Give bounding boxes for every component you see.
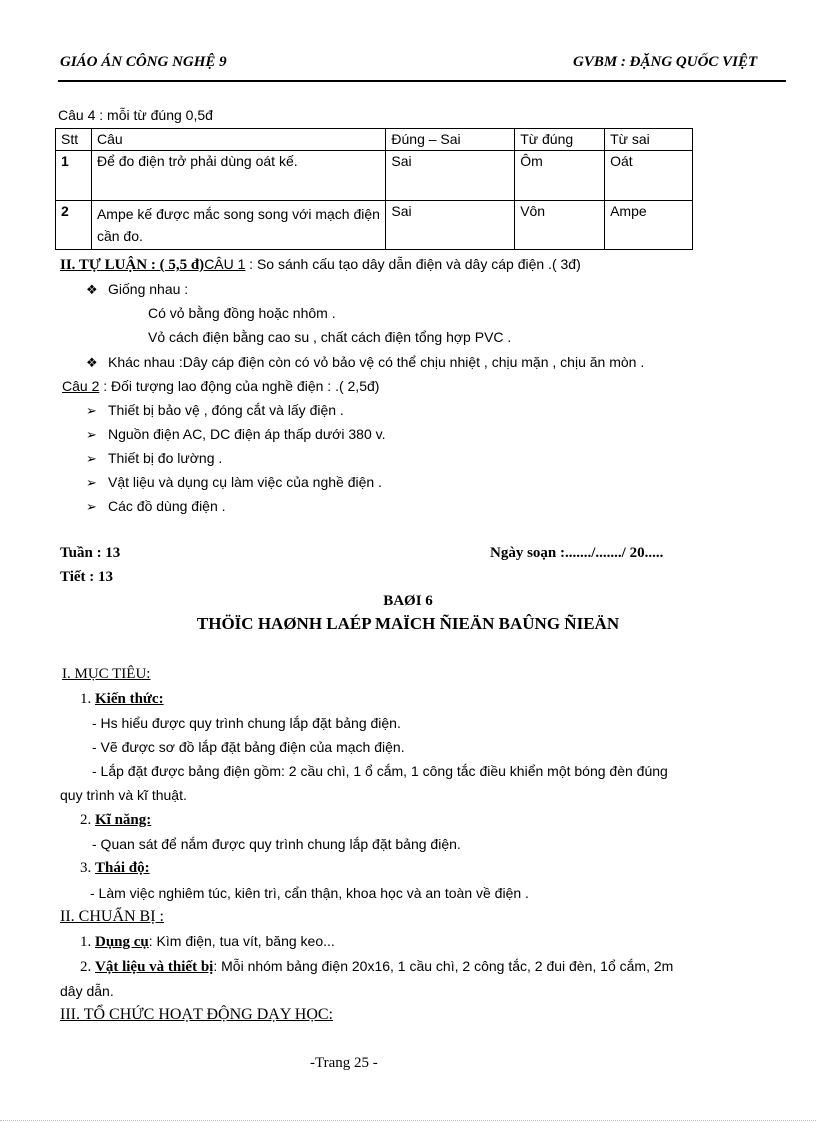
- tu-luan-line: [60, 256, 581, 274]
- kien-thuc-item-3a: - Lắp đặt được bảng điện gồm: 2 cầu chì, 1 ổ cắm, 1 công tắc điều khiển một bóng đèn đúng: [92, 763, 668, 779]
- cell-cau: Để đo điện trở phải dùng oát kế.: [91, 151, 385, 201]
- giong-item-1: Có vỏ bằng đồng hoặc nhôm .: [148, 305, 336, 321]
- cau1-label: CÂU 1: [204, 256, 246, 272]
- list-item: [86, 426, 385, 443]
- kien-thuc-heading: [80, 691, 164, 708]
- thai-do-heading: [80, 860, 150, 877]
- list-item-text: Các đồ dùng điện .: [108, 498, 226, 514]
- arrow-bullet-icon: ➢: [86, 475, 97, 490]
- col-header-tu-dung: Từ đúng: [515, 129, 605, 151]
- list-item-text: Nguồn điện AC, DC điện áp thấp dưới 380 v.: [108, 426, 386, 442]
- cell-stt: 2: [56, 201, 92, 250]
- cell-stt: 1: [56, 151, 92, 201]
- vat-lieu-label: Vật liệu và thiết bị: [95, 959, 214, 975]
- dung-cu-label: Dụng cụ: [95, 934, 149, 950]
- giong-item-2: Vỏ cách điện bằng cao su , chất cách điện tổng hợp PVC .: [148, 329, 512, 345]
- giong-nhau-label: Giống nhau :: [108, 281, 189, 297]
- cau2-label: Câu 2: [62, 378, 100, 394]
- table-row: [56, 201, 693, 250]
- khac-nhau-line: [86, 354, 644, 371]
- ki-nang-label: Kĩ năng:: [95, 812, 152, 828]
- thai-do-num: 3.: [80, 860, 92, 876]
- muc-tieu-label: I. MỤC TIÊU:: [62, 666, 151, 682]
- kien-thuc-item-3b: quy trình và kĩ thuật.: [60, 787, 187, 803]
- col-header-tu-sai: Từ sai: [605, 129, 693, 151]
- col-header-cau: Câu: [91, 129, 385, 151]
- arrow-bullet-icon: ➢: [86, 403, 97, 418]
- cell-dung-sai: Sai: [386, 151, 515, 201]
- kien-thuc-item-2: - Vẽ được sơ đồ lắp đặt bảng điện của mạch điện.: [92, 739, 405, 755]
- cau1-text: : So sánh cấu tạo dây dẫn điện và dây cáp điện .( 3đ): [249, 256, 581, 272]
- chuan-bi-label: II. CHUẨN BỊ :: [60, 908, 164, 925]
- arrow-bullet-icon: ➢: [86, 499, 97, 514]
- list-item: [86, 450, 222, 467]
- muc-tieu-heading: [62, 666, 150, 683]
- footer-divider: [0, 1120, 816, 1121]
- list-item: [86, 474, 382, 491]
- answer-table: [55, 128, 693, 250]
- tu-luan-label: II. TỰ LUẬN : ( 5,5 đ): [60, 257, 205, 273]
- table-header-row: [56, 129, 693, 151]
- dung-cu-num: 1.: [80, 934, 92, 950]
- cell-tu-sai: Ampe: [605, 201, 693, 250]
- giong-nhau-line: [86, 281, 188, 298]
- dung-cu-text: : Kìm điện, tua vít, băng keo...: [148, 933, 335, 949]
- cau2-text: : Đối tượng lao động của nghề điện : .( 2,5đ): [103, 378, 380, 394]
- arrow-bullet-icon: ➢: [86, 451, 97, 466]
- cell-dung-sai: Sai: [386, 201, 515, 250]
- to-chuc-label: III. TỔ CHỨC HOẠT ĐỘNG DẠY HỌC:: [60, 1006, 333, 1023]
- diamond-bullet-icon: ❖: [86, 282, 98, 297]
- list-item: [86, 498, 226, 515]
- cell-cau: Ampe kế được mắc song song với mạch điện cần đo.: [91, 201, 385, 250]
- list-item-text: Thiết bị đo lường .: [108, 450, 223, 466]
- kien-thuc-label: Kiến thức:: [95, 691, 164, 707]
- kien-thuc-num: 1.: [80, 691, 92, 707]
- vat-lieu-text: : Mỗi nhóm bảng điện 20x16, 1 cầu chì, 2 công tắc, 2 đui đèn, 1ổ cắm, 2m: [213, 958, 674, 974]
- lesson-title: THÖÏC HAØNH LAÉP MAÏCH ÑIEÄN BAÛNG ÑIEÄN: [196, 614, 620, 633]
- header-right: GVBM : ĐẶNG QUỐC VIỆT: [573, 54, 758, 70]
- table-row: [56, 151, 693, 201]
- thai-do-item-1: - Làm việc nghiêm túc, kiên trì, cẩn thận, khoa học và an toàn về điện .: [90, 885, 529, 901]
- ngay-soan: Ngày soạn :......./......./ 20.....: [490, 545, 664, 561]
- tuan: Tuần : 13: [60, 545, 121, 561]
- list-item-text: Vật liệu và dụng cụ làm việc của nghề điện .: [108, 474, 382, 490]
- page-number: -Trang 25 -: [310, 1055, 378, 1071]
- cell-tu-dung: Ôm: [515, 151, 605, 201]
- diamond-bullet-icon: ❖: [86, 355, 98, 370]
- vat-lieu-line: [80, 958, 673, 976]
- header-rule: [58, 80, 786, 82]
- ki-nang-num: 2.: [80, 812, 92, 828]
- arrow-bullet-icon: ➢: [86, 427, 97, 442]
- dung-cu-line: [80, 933, 335, 951]
- col-header-dung-sai: Đúng – Sai: [386, 129, 515, 151]
- list-item: [86, 402, 344, 419]
- lesson-number: BAØI 6: [383, 593, 433, 609]
- col-header-stt: Stt: [56, 129, 92, 151]
- vat-lieu-text-2: dây dẫn.: [60, 983, 114, 999]
- chuan-bi-heading: [60, 908, 164, 926]
- cau4-heading: Câu 4 : mỗi từ đúng 0,5đ: [58, 107, 213, 123]
- ki-nang-heading: [80, 812, 151, 829]
- header-left: GIÁO ÁN CÔNG NGHỆ 9: [60, 54, 227, 70]
- ki-nang-item-1: - Quan sát để nắm được quy trình chung lắp đặt bảng điện.: [92, 836, 461, 852]
- to-chuc-heading: [60, 1006, 333, 1024]
- vat-lieu-num: 2.: [80, 959, 92, 975]
- list-item-text: Thiết bị bảo vệ , đóng cắt và lấy điện .: [108, 402, 344, 418]
- tiet: Tiết : 13: [60, 569, 114, 585]
- khac-nhau-text: Khác nhau :Dây cáp điện còn có vỏ bảo vệ có thể chịu nhiệt , chịu mặn , chịu ăn mòn .: [108, 354, 645, 370]
- cell-tu-dung: Vôn: [515, 201, 605, 250]
- thai-do-label: Thái độ:: [95, 860, 150, 876]
- cell-tu-sai: Oát: [605, 151, 693, 201]
- kien-thuc-item-1: - Hs hiểu được quy trình chung lắp đặt bảng điện.: [92, 715, 401, 731]
- cau2-line: [62, 378, 379, 394]
